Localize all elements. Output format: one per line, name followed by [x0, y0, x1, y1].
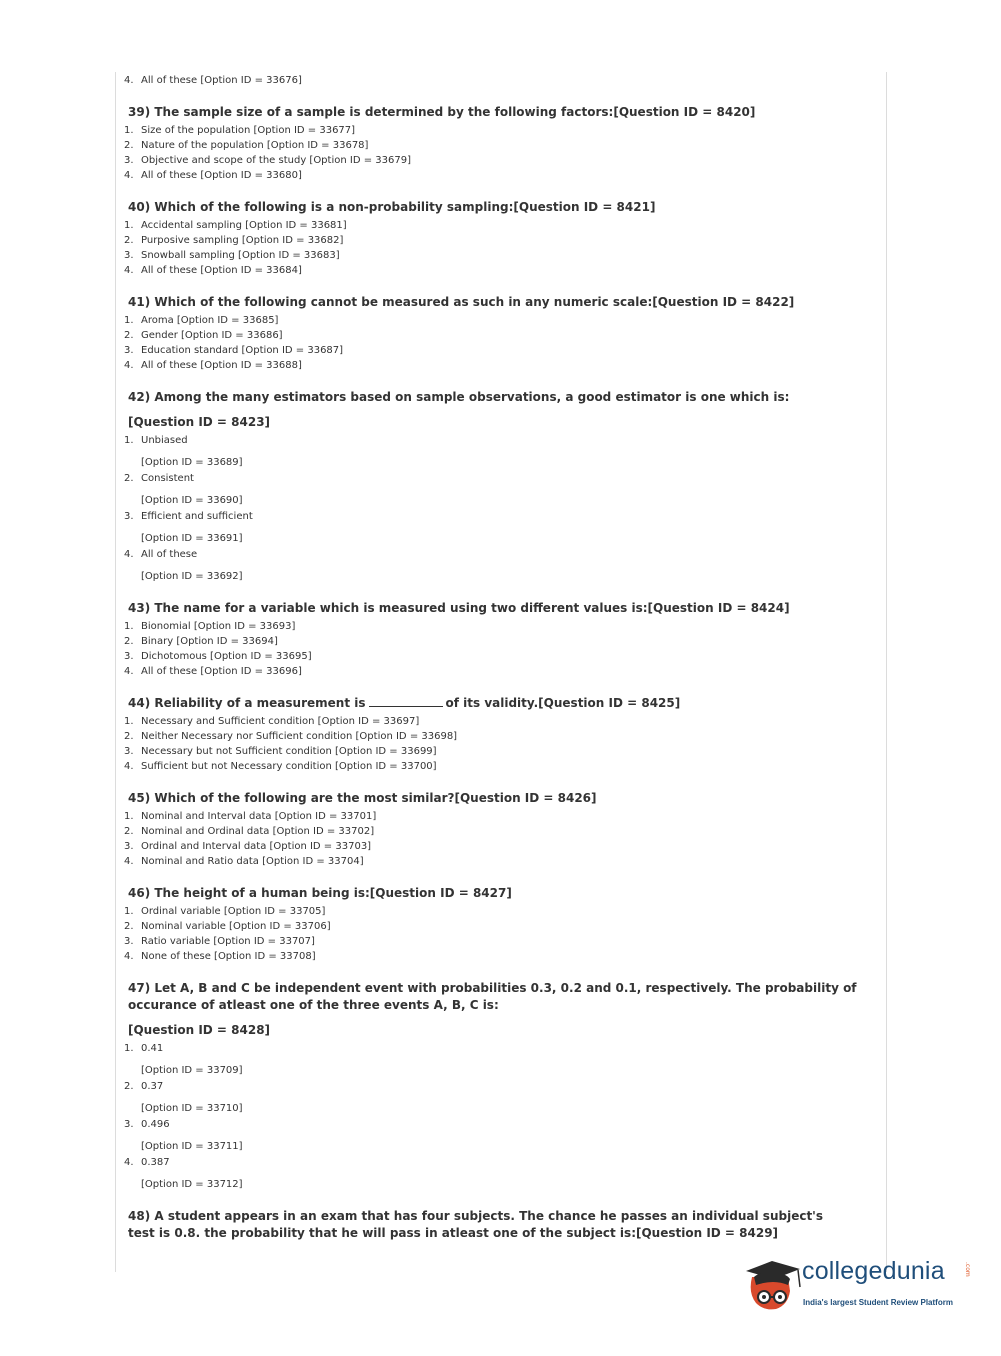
- option-number: 4.: [124, 1157, 134, 1168]
- option-text: Nature of the population [Option ID = 33678]: [141, 140, 369, 151]
- option-text: Accidental sampling [Option ID = 33681]: [141, 220, 347, 231]
- option-item: [124, 328, 869, 343]
- option-item: [124, 1079, 869, 1116]
- question-text: 40) Which of the following is a non-probability sampling:[Question ID = 8421]: [128, 200, 656, 214]
- option-number: 3.: [124, 936, 134, 947]
- option-number: 3.: [124, 155, 134, 166]
- option-text: None of these [Option ID = 33708]: [141, 951, 316, 962]
- option-number: 2.: [124, 921, 134, 932]
- option-text: Education standard [Option ID = 33687]: [141, 345, 344, 356]
- logo-wordmark: collegedunia: [802, 1257, 945, 1285]
- option-text: All of these [Option ID = 33696]: [141, 666, 302, 677]
- option-number: 1.: [124, 621, 134, 632]
- option-text: Objective and scope of the study [Option ID = 33679]: [141, 155, 411, 166]
- option-text: Gender [Option ID = 33686]: [141, 330, 283, 341]
- option-id: [Option ID = 33712]: [141, 1179, 243, 1190]
- option-number: 4.: [124, 951, 134, 962]
- option-text: Unbiased: [141, 435, 188, 446]
- option-item: [124, 218, 869, 233]
- option-number: 2.: [124, 235, 134, 246]
- question-text-before: 44) Reliability of a measurement is: [128, 696, 366, 710]
- option-text: Purposive sampling [Option ID = 33682]: [141, 235, 344, 246]
- option-item: [124, 949, 869, 964]
- option-item: [124, 934, 869, 949]
- option-text: Ordinal and Interval data [Option ID = 33703]: [141, 841, 372, 852]
- option-number: 2.: [124, 330, 134, 341]
- option-number: 4.: [124, 549, 134, 560]
- option-list: [124, 218, 869, 278]
- option-text: 0.41: [141, 1043, 164, 1054]
- option-text: All of these [Option ID = 33688]: [141, 360, 302, 371]
- question-44: [124, 695, 869, 774]
- option-text: 0.387: [141, 1157, 170, 1168]
- option-number: 3.: [124, 250, 134, 261]
- option-id: [Option ID = 33692]: [141, 571, 243, 582]
- option-id: [Option ID = 33710]: [141, 1103, 243, 1114]
- question-40: [124, 199, 869, 278]
- option-list: [124, 619, 869, 679]
- question-43: [124, 600, 869, 679]
- question-paper: [124, 73, 869, 1258]
- option-item: [124, 809, 869, 824]
- option-text: Consistent: [141, 473, 194, 484]
- option-number: 3.: [124, 841, 134, 852]
- option-text: All of these [Option ID = 33684]: [141, 265, 302, 276]
- option-item: [124, 824, 869, 839]
- question-text: 42) Among the many estimators based on sample observations, a good estimator is one which is:: [128, 390, 790, 404]
- question-id: [Question ID = 8423]: [128, 415, 271, 429]
- option-number: 1.: [124, 811, 134, 822]
- option-item: [124, 168, 869, 183]
- option-number: 3.: [124, 511, 134, 522]
- option-item: [124, 839, 869, 854]
- option-item: [124, 649, 869, 664]
- option-id: [Option ID = 33709]: [141, 1065, 243, 1076]
- option-text: All of these: [141, 549, 198, 560]
- option-item: [124, 471, 869, 508]
- option-text: Bionomial [Option ID = 33693]: [141, 621, 296, 632]
- option-number: 1.: [124, 716, 134, 727]
- option-text: Efficient and sufficient: [141, 511, 253, 522]
- option-item: [124, 1155, 869, 1192]
- option-item: [124, 73, 869, 88]
- option-number: 4.: [124, 666, 134, 677]
- option-text: Neither Necessary nor Sufficient condition [Option ID = 33698]: [141, 731, 458, 742]
- option-item: [124, 343, 869, 358]
- option-text: Binary [Option ID = 33694]: [141, 636, 278, 647]
- option-number: 2.: [124, 140, 134, 151]
- option-text: Sufficient but not Necessary condition [Option ID = 33700]: [141, 761, 437, 772]
- option-number: 1.: [124, 435, 134, 446]
- option-text: Nominal and Ratio data [Option ID = 33704]: [141, 856, 364, 867]
- option-item: [124, 714, 869, 729]
- option-text: 0.496: [141, 1119, 170, 1130]
- option-text: Aroma [Option ID = 33685]: [141, 315, 279, 326]
- mascot-icon: [742, 1257, 804, 1313]
- option-item: [124, 634, 869, 649]
- option-text: Snowball sampling [Option ID = 33683]: [141, 250, 340, 261]
- option-id: [Option ID = 33691]: [141, 533, 243, 544]
- option-item: [124, 547, 869, 584]
- option-list: [124, 433, 869, 584]
- option-item: [124, 123, 869, 138]
- question-45: [124, 790, 869, 869]
- option-item: [124, 1041, 869, 1078]
- question-text: [128, 695, 869, 712]
- option-item: [124, 729, 869, 744]
- option-item: [124, 433, 869, 470]
- option-text: 0.37: [141, 1081, 164, 1092]
- option-number: 1.: [124, 220, 134, 231]
- fill-blank: [369, 696, 443, 707]
- option-number: 1.: [124, 125, 134, 136]
- option-number: 2.: [124, 731, 134, 742]
- option-number: 2.: [124, 1081, 134, 1092]
- option-number: 3.: [124, 651, 134, 662]
- question-41: [124, 294, 869, 373]
- option-number: 2.: [124, 636, 134, 647]
- option-id: [Option ID = 33711]: [141, 1141, 243, 1152]
- logo-tagline: India's largest Student Review Platform: [803, 1298, 953, 1307]
- question-48: [124, 1208, 869, 1242]
- option-text: Dichotomous [Option ID = 33695]: [141, 651, 312, 662]
- option-item: [124, 358, 869, 373]
- option-list: [124, 809, 869, 869]
- question-id: [Question ID = 8428]: [128, 1023, 271, 1037]
- option-number: 4.: [124, 170, 134, 181]
- option-list: [124, 123, 869, 183]
- question-39: [124, 104, 869, 183]
- option-text: Nominal variable [Option ID = 33706]: [141, 921, 331, 932]
- question-42: [124, 389, 869, 584]
- question-text: 45) Which of the following are the most similar?[Question ID = 8426]: [128, 791, 597, 805]
- option-item: [124, 664, 869, 679]
- option-item: [124, 233, 869, 248]
- question-text: 48) A student appears in an exam that has four subjects. The chance he passes an individual subject's test is 0.8. the probability that he will pass in atleast one of the subject is:[Question ID = 8429]: [128, 1209, 823, 1240]
- option-item: [124, 153, 869, 168]
- option-number: 2.: [124, 826, 134, 837]
- question-47: [124, 980, 869, 1192]
- option-text: Ordinal variable [Option ID = 33705]: [141, 906, 326, 917]
- option-item: [124, 313, 869, 328]
- option-text: All of these [Option ID = 33676]: [141, 75, 302, 86]
- option-text: Size of the population [Option ID = 33677]: [141, 125, 356, 136]
- option-item: [124, 854, 869, 869]
- option-item: [124, 619, 869, 634]
- option-list: [124, 714, 869, 774]
- question-text: 47) Let A, B and C be independent event with probabilities 0.3, 0.2 and 0.1, respectively. The probability of occurance of atleast one of the three events A, B, C is:: [128, 981, 857, 1012]
- option-item: [124, 138, 869, 153]
- option-item: [124, 509, 869, 546]
- option-text: Ratio variable [Option ID = 33707]: [141, 936, 315, 947]
- option-number: 2.: [124, 473, 134, 484]
- question-text: 46) The height of a human being is:[Question ID = 8427]: [128, 886, 512, 900]
- question-text-after: of its validity.[Question ID = 8425]: [445, 696, 681, 710]
- option-id: [Option ID = 33690]: [141, 495, 243, 506]
- option-number: 4.: [124, 856, 134, 867]
- option-text: Nominal and Ordinal data [Option ID = 33702]: [141, 826, 375, 837]
- option-text: Necessary and Sufficient condition [Option ID = 33697]: [141, 716, 420, 727]
- option-item: [124, 1117, 869, 1154]
- option-number: 4.: [124, 360, 134, 371]
- logo-com: .com: [964, 1262, 971, 1277]
- option-id: [Option ID = 33689]: [141, 457, 243, 468]
- option-text: All of these [Option ID = 33680]: [141, 170, 302, 181]
- question-text: 41) Which of the following cannot be measured as such in any numeric scale:[Question ID = 8422]: [128, 295, 795, 309]
- option-item: [124, 263, 869, 278]
- question-text: 39) The sample size of a sample is determined by the following factors:[Question ID = 8420]: [128, 105, 756, 119]
- option-number: 3.: [124, 1119, 134, 1130]
- option-number: 4.: [124, 75, 134, 86]
- option-number: 4.: [124, 265, 134, 276]
- option-item: [124, 904, 869, 919]
- question-text: 43) The name for a variable which is measured using two different values is:[Question ID = 8424]: [128, 601, 790, 615]
- option-list: [124, 1041, 869, 1192]
- option-item: [124, 759, 869, 774]
- option-number: 4.: [124, 761, 134, 772]
- option-text: Necessary but not Sufficient condition [Option ID = 33699]: [141, 746, 437, 757]
- option-item: [124, 744, 869, 759]
- option-list: [124, 904, 869, 964]
- option-item: [124, 919, 869, 934]
- option-number: 1.: [124, 906, 134, 917]
- option-number: 1.: [124, 315, 134, 326]
- option-text: Nominal and Interval data [Option ID = 33701]: [141, 811, 377, 822]
- option-number: 1.: [124, 1043, 134, 1054]
- question-46: [124, 885, 869, 964]
- collegedunia-logo: [742, 1255, 982, 1319]
- option-item: [124, 248, 869, 263]
- option-number: 3.: [124, 746, 134, 757]
- option-list: [124, 313, 869, 373]
- option-number: 3.: [124, 345, 134, 356]
